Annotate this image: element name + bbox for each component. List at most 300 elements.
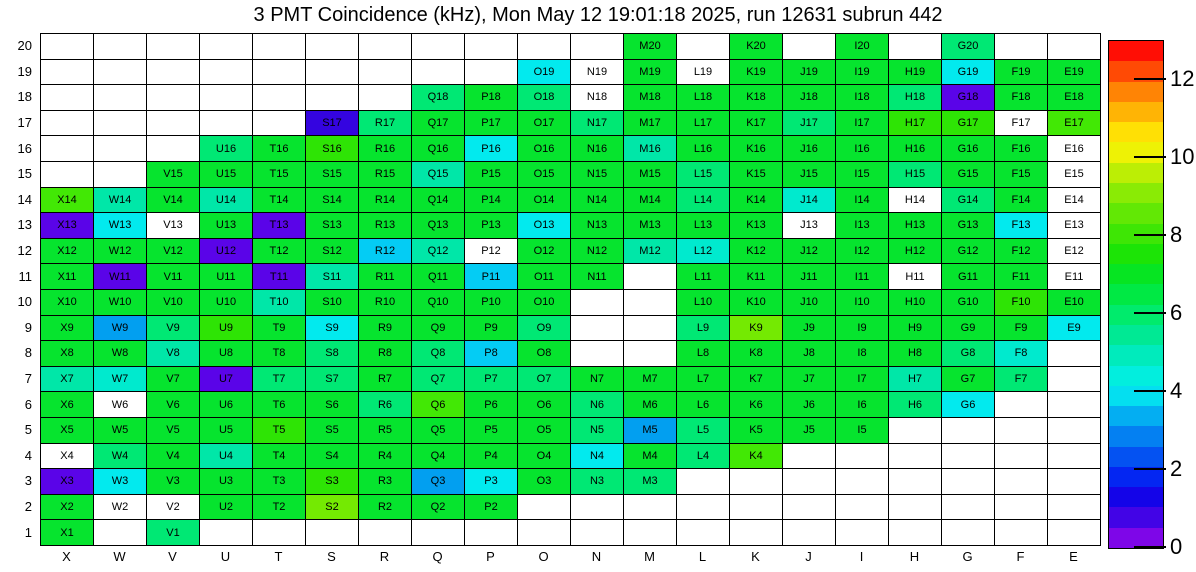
cell-label: Q9 [430,321,446,334]
cell-label: O17 [533,117,555,130]
cell-label: G8 [960,347,976,360]
cell-label: P15 [481,168,501,181]
heatmap-cell [624,111,677,137]
cell-label: R17 [374,117,396,130]
cell-label: K11 [746,270,766,283]
row-label: 9 [24,319,32,335]
cell-label: W12 [108,245,132,258]
heatmap-cell [942,264,995,290]
colorbar-band [1109,366,1163,386]
cell-label: K12 [746,245,766,258]
cell-label: N16 [586,142,608,155]
cell-label: T15 [269,168,289,181]
heatmap-cell [730,341,783,367]
cell-label: W4 [111,449,129,462]
cell-label: M12 [639,245,661,258]
row-label: 13 [17,217,32,233]
row-label: 14 [17,191,32,207]
cell-label: O3 [536,475,552,488]
heatmap-cell [306,392,359,418]
cell-label: K9 [749,321,763,334]
heatmap-cell [624,418,677,444]
heatmap-cell [889,264,942,290]
cell-label: X9 [60,321,74,334]
heatmap-cell [359,239,412,265]
colorbar-tick [1134,312,1166,314]
heatmap-cell [306,341,359,367]
heatmap-cell [147,469,200,495]
cell-label: Q14 [427,193,449,206]
cell-label: L12 [693,245,713,258]
heatmap-cell [995,213,1048,239]
heatmap-cell [571,34,624,60]
heatmap-cell [253,316,306,342]
cell-label: N18 [586,91,608,104]
cell-label: P7 [484,373,498,386]
heatmap-cell [94,316,147,342]
cell-label: L6 [696,398,710,411]
heatmap-cell [1048,418,1101,444]
heatmap-cell [995,85,1048,111]
heatmap-cell [995,239,1048,265]
heatmap-cell [147,316,200,342]
cell-label: K6 [749,398,763,411]
heatmap-cell [836,188,889,214]
cell-label: S5 [325,424,339,437]
heatmap-cell [306,60,359,86]
cell-label: N3 [589,475,605,488]
heatmap-cell [624,495,677,521]
heatmap-cell [571,111,624,137]
heatmap-cell [571,316,624,342]
heatmap-cell [889,60,942,86]
colorbar-tick-label: 12 [1170,66,1195,91]
cell-label: N12 [586,245,608,258]
cell-label: P4 [484,449,498,462]
cell-label: G9 [960,321,976,334]
heatmap-cell [518,213,571,239]
heatmap-cell [889,188,942,214]
cell-label: P8 [484,347,498,360]
heatmap-cell [624,341,677,367]
cell-label: Q13 [427,219,449,232]
cell-label: O11 [534,270,554,283]
heatmap-cell [306,213,359,239]
heatmap-cell [624,392,677,418]
column-label: L [698,549,707,564]
cell-label: L17 [693,117,713,130]
heatmap-cell [677,188,730,214]
cell-label: G15 [957,168,979,181]
cell-label: Q16 [427,142,449,155]
cell-label: K16 [746,142,766,155]
heatmap-cell [412,188,465,214]
heatmap-cell [306,34,359,60]
cell-label: Q8 [430,347,446,360]
colorbar-band [1109,163,1163,183]
heatmap-cell [1048,392,1101,418]
heatmap-cell [359,34,412,60]
heatmap-cell [571,136,624,162]
heatmap-cell [465,85,518,111]
cell-label: O18 [533,91,555,104]
heatmap-cell [147,392,200,418]
cell-label: M14 [639,193,661,206]
heatmap-cell [677,111,730,137]
colorbar-band [1109,142,1163,162]
colorbar-tick-label: 6 [1170,300,1183,325]
heatmap-cell [518,367,571,393]
chart-title: 3 PMT Coincidence (kHz), Mon May 12 19:01:18 2025, run 12631 subrun 442 [253,4,943,26]
heatmap-cell [200,520,253,546]
heatmap-cell [889,239,942,265]
colorbar-band [1109,447,1163,467]
heatmap-cell [995,418,1048,444]
cell-label: F10 [1011,296,1031,309]
cell-label: T4 [272,449,286,462]
heatmap-cell [147,188,200,214]
cell-label: R10 [374,296,396,309]
heatmap-cell [518,444,571,470]
cell-label: W8 [111,347,129,360]
heatmap-cell [836,392,889,418]
heatmap-cell [677,469,730,495]
cell-label: K14 [746,193,766,206]
heatmap-cell [253,213,306,239]
heatmap-cell [412,60,465,86]
cell-label: R14 [374,193,396,206]
heatmap-cell [359,290,412,316]
x-axis-labels [40,549,1100,564]
cell-label: S7 [325,373,339,386]
heatmap-cell [995,60,1048,86]
cell-label: R5 [377,424,393,437]
heatmap-cell [942,34,995,60]
cell-label: T7 [272,373,286,386]
cell-label: R3 [377,475,393,488]
colorbar-band [1109,244,1163,264]
heatmap-cell [624,469,677,495]
heatmap-cell [889,213,942,239]
cell-label: U4 [218,449,234,462]
cell-label: T10 [269,296,289,309]
heatmap-cell [359,469,412,495]
colorbar-tick [1134,546,1166,548]
cell-label: H12 [904,245,926,258]
heatmap-cell [41,469,94,495]
heatmap-cell [147,495,200,521]
heatmap-cell [94,520,147,546]
cell-label: U10 [215,296,237,309]
heatmap-cell [677,85,730,111]
heatmap-cell [836,316,889,342]
row-label: 16 [17,140,32,156]
cell-label: U3 [218,475,234,488]
row-label: 8 [24,345,32,361]
heatmap-cell [253,239,306,265]
heatmap-cell [359,392,412,418]
column-label: K [751,549,760,564]
heatmap-cell [200,264,253,290]
cell-label: O4 [536,449,552,462]
heatmap-cell [995,162,1048,188]
cell-label: G18 [957,91,979,104]
cell-label: P14 [481,193,501,206]
heatmap-cell [836,239,889,265]
heatmap-cell [624,444,677,470]
colorbar-band [1109,122,1163,142]
heatmap-cell [412,520,465,546]
cell-label: I16 [854,142,870,155]
cell-label: M18 [639,91,661,104]
heatmap-cell [412,418,465,444]
heatmap-cell [571,341,624,367]
cell-label: W14 [108,193,132,206]
row-label: 11 [18,268,32,284]
cell-label: I5 [857,424,867,437]
cell-label: N17 [586,117,608,130]
heatmap-cell [783,85,836,111]
heatmap-cell [942,60,995,86]
heatmap-cell [677,341,730,367]
cell-label: K19 [746,65,766,78]
heatmap-cell [677,213,730,239]
heatmap-cell [783,111,836,137]
cell-label: V4 [166,449,180,462]
cell-label: S4 [325,449,339,462]
heatmap-cell [200,316,253,342]
colorbar-band [1109,183,1163,203]
cell-label: V1 [166,526,180,539]
cell-label: J19 [800,65,818,78]
heatmap-cell [571,162,624,188]
heatmap-cell [677,264,730,290]
colorbar-tick-label: 2 [1170,456,1183,481]
heatmap-cell [571,444,624,470]
row-label: 6 [24,396,32,412]
cell-label: G13 [957,219,979,232]
heatmap-cell [465,367,518,393]
cell-label: O16 [533,142,555,155]
heatmap-cell [200,188,253,214]
colorbar-band [1109,528,1163,548]
heatmap-cell [253,495,306,521]
heatmap-cell [730,469,783,495]
heatmap-cell [836,162,889,188]
cell-label: W5 [111,424,129,437]
heatmap-cell [465,162,518,188]
colorbar-tick [1134,468,1166,470]
heatmap-cell [518,392,571,418]
heatmap-cell [412,162,465,188]
cell-label: K8 [749,347,763,360]
cell-label: H8 [907,347,923,360]
heatmap-cell [41,367,94,393]
cell-label: E10 [1064,296,1084,309]
row-label: 2 [24,498,32,514]
heatmap-cell [730,520,783,546]
heatmap-cell [200,341,253,367]
cell-label: W10 [108,296,132,309]
heatmap-cell [412,495,465,521]
heatmap-cell [147,85,200,111]
heatmap-cell [942,520,995,546]
cell-label: Q15 [427,168,449,181]
cell-label: I10 [854,296,870,309]
heatmap-cell [995,367,1048,393]
heatmap-cell [518,239,571,265]
cell-label: R4 [377,449,393,462]
column-label: G [962,549,973,564]
cell-label: K7 [749,373,763,386]
heatmap-cell [253,34,306,60]
heatmap-cell [730,290,783,316]
heatmap-cell [942,290,995,316]
heatmap-cell [677,60,730,86]
row-label: 15 [17,166,32,182]
cell-label: O7 [536,373,552,386]
heatmap-cell [465,136,518,162]
heatmap-cell [518,418,571,444]
cell-label: X5 [60,424,74,437]
cell-label: L7 [696,373,710,386]
colorbar-band [1109,406,1163,426]
cell-label: P10 [481,296,501,309]
cell-label: S6 [325,398,339,411]
heatmap-cell [677,495,730,521]
heatmap-cell [41,444,94,470]
cell-label: E13 [1064,219,1084,232]
heatmap-cell [783,239,836,265]
heatmap-cell [359,444,412,470]
cell-label: E14 [1064,193,1084,206]
heatmap-cell [889,136,942,162]
heatmap-cell [147,341,200,367]
column-label: M [644,549,655,564]
row-label: 1 [24,524,32,540]
cell-label: O19 [533,65,555,78]
heatmap-cell [677,239,730,265]
colorbar-tick-label: 0 [1170,534,1183,559]
heatmap-cell [94,392,147,418]
cell-label: J16 [800,142,818,155]
heatmap-cell [836,111,889,137]
heatmap-cell [783,188,836,214]
heatmap-grid [40,33,1101,546]
cell-label: W11 [109,270,131,283]
cell-label: X4 [60,449,74,462]
column-label: I [859,549,864,564]
heatmap-cell [1048,520,1101,546]
heatmap-cell [1048,136,1101,162]
heatmap-cell [730,111,783,137]
cell-label: R11 [375,270,395,283]
heatmap-cell [412,111,465,137]
heatmap-cell [359,264,412,290]
cell-label: G6 [960,398,976,411]
heatmap-cell [306,495,359,521]
heatmap-cell [836,60,889,86]
cell-label: M17 [639,117,661,130]
heatmap-cell [306,85,359,111]
heatmap-cell [571,239,624,265]
heatmap-cell [1048,469,1101,495]
heatmap-cell [995,188,1048,214]
heatmap-cell [465,418,518,444]
heatmap-cell [147,60,200,86]
heatmap-cell [253,520,306,546]
cell-label: O12 [533,245,555,258]
heatmap-cell [253,264,306,290]
cell-label: W9 [111,321,129,334]
row-label: 19 [17,63,32,79]
heatmap-cell [836,469,889,495]
heatmap-cell [412,316,465,342]
heatmap-cell [730,213,783,239]
heatmap-cell [94,264,147,290]
cell-label: H16 [904,142,926,155]
heatmap-cell [1048,111,1101,137]
heatmap-cell [783,367,836,393]
heatmap-cell [730,444,783,470]
heatmap-cell [836,213,889,239]
cell-label: T13 [269,219,289,232]
heatmap-cell [624,162,677,188]
heatmap-cell [147,264,200,290]
heatmap-cell [465,111,518,137]
cell-label: P2 [484,501,498,514]
heatmap-cell [942,418,995,444]
heatmap-cell [518,60,571,86]
heatmap-cell [41,60,94,86]
heatmap-cell [942,495,995,521]
cell-label: X6 [60,398,74,411]
heatmap-cell [359,341,412,367]
heatmap-cell [465,520,518,546]
cell-label: P3 [484,475,498,488]
heatmap-cell [730,367,783,393]
cell-label: S11 [322,270,342,283]
cell-label: X12 [57,245,77,258]
heatmap-cell [94,495,147,521]
column-label: X [62,549,71,564]
cell-label: G16 [957,142,979,155]
heatmap-cell [783,290,836,316]
cell-label: M3 [642,475,658,488]
heatmap-cell [995,111,1048,137]
heatmap-cell [995,392,1048,418]
cell-label: U15 [215,168,237,181]
cell-label: J7 [803,373,815,386]
cell-label: T14 [269,193,289,206]
heatmap-cell [942,239,995,265]
cell-label: W2 [111,501,129,514]
heatmap-cell [41,239,94,265]
heatmap-cell [306,418,359,444]
heatmap-cell [200,34,253,60]
cell-label: H6 [907,398,923,411]
heatmap-cell [41,213,94,239]
heatmap-cell [253,188,306,214]
heatmap-cell [94,469,147,495]
heatmap-cell [571,367,624,393]
cell-label: J6 [803,398,815,411]
cell-label: L4 [696,449,710,462]
heatmap-cell [359,213,412,239]
cell-label: T12 [269,245,289,258]
cell-label: N15 [586,168,608,181]
cell-label: S15 [322,168,342,181]
